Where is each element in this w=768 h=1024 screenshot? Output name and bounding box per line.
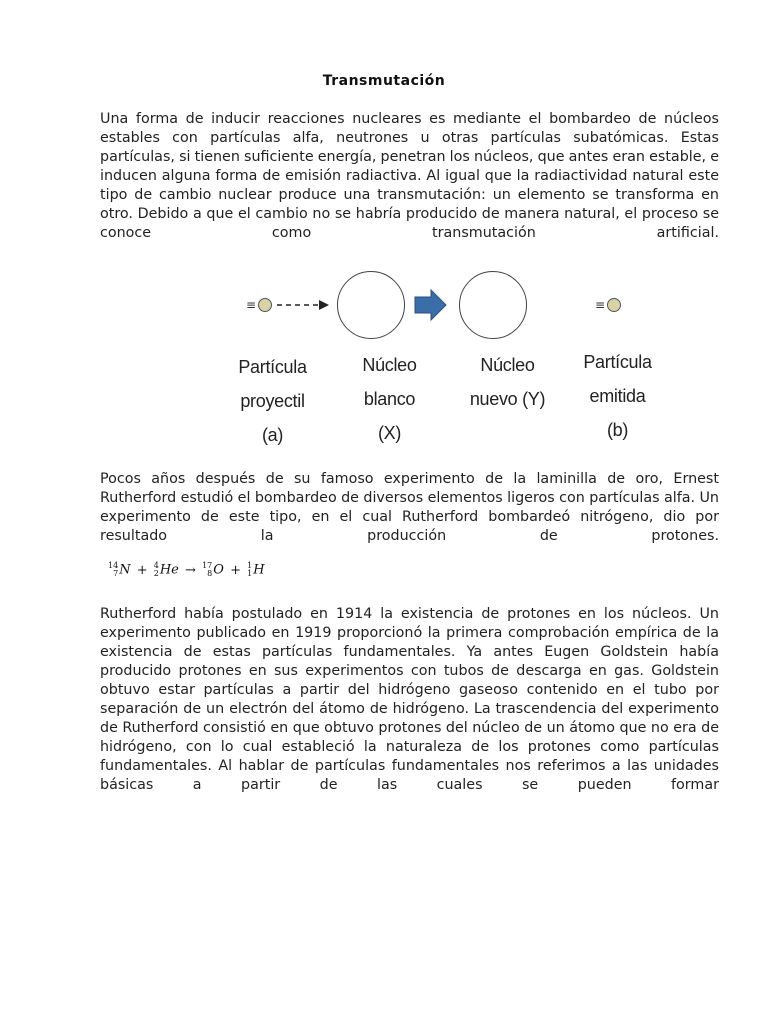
dashed-arrow-icon xyxy=(275,298,333,312)
label-line: Partícula xyxy=(583,352,652,372)
target-nucleus-circle xyxy=(337,271,405,339)
element-symbol: He xyxy=(159,562,179,578)
block-arrow-icon xyxy=(414,289,448,321)
paragraph-rutherford: Pocos años después de su famoso experimento de la laminilla de oro, Ernest Rutherford estudió el bombardeo de diversos elementos ligeros con partículas alfa. Un experimento de este tipo, en el cual Rutherford bombardeó nitrógeno, dio por resultado la producción de protones. xyxy=(100,471,719,544)
nuclear-equation xyxy=(108,562,265,578)
label-new-nucleus xyxy=(460,348,555,416)
element-symbol: O xyxy=(213,562,224,578)
reaction-arrow: → xyxy=(185,562,196,578)
label-line: proyectil xyxy=(240,391,305,411)
motion-lines-icon: ≡ xyxy=(246,298,257,312)
isotope-numbers: 17 8 xyxy=(202,561,213,578)
emitted-particle-icon xyxy=(607,298,621,312)
plus-sign: + xyxy=(136,562,148,578)
label-line: blanco xyxy=(363,389,416,409)
isotope-numbers: 4 2 xyxy=(153,561,159,578)
new-nucleus-circle xyxy=(459,271,527,339)
label-line: (b) xyxy=(606,420,629,440)
isotope-numbers: 14 7 xyxy=(108,561,119,578)
paragraph-intro: Una forma de inducir reacciones nucleares es mediante el bombardeo de núcleos estables con partículas alfa, neutrones u otras partículas subatómicas. Estas partículas, si tienen suficiente energía, penetran los núcleos, que antes eran estable, e inducen alguna forma de emisión radiactiva. Al igual que la radiactividad natural este tipo de cambio nuclear produce una transmutación: un elemento se transforma en otro. Debido a que el cambio no se habría producido de manera natural, el proceso se conoce como transmutación artificial. xyxy=(100,111,719,241)
label-line: Núcleo xyxy=(362,355,417,375)
label-line: (a) xyxy=(261,425,284,445)
label-line: Núcleo xyxy=(480,355,535,375)
label-line: (X) xyxy=(377,423,402,443)
paragraph-protons: Rutherford había postulado en 1914 la existencia de protones en los núcleos. Un experimento publicado en 1919 proporcionó la primera comprobación empírica de la existencia de estas partículas fundamentales. Ya antes Eugen Goldstein había producido protones en sus experimentos con tubos de descarga en gas. Goldstein obtuvo estar partículas a partir del hidrógeno gaseoso contenido en el tubo por separación de un electrón del átomo de hidrógeno. La trascendencia del experimento de Rutherford consistió en que obtuvo protones del núcleo de un átomo que no era de hidrógeno, con lo cual estableció la naturaleza de los protones como partículas fundamentales. Al hablar de partículas fundamentales nos referimos a las unidades básicas a partir de las cuales se pueden formar xyxy=(100,606,719,793)
label-line: emitida xyxy=(589,386,646,406)
label-projectile xyxy=(225,350,320,452)
label-line: Partícula xyxy=(238,357,307,377)
element-symbol: H xyxy=(253,562,265,578)
isotope-numbers: 1 1 xyxy=(247,561,253,578)
element-symbol: N xyxy=(119,562,131,578)
label-target xyxy=(342,348,437,450)
plus-sign: + xyxy=(230,562,241,578)
transmutation-diagram xyxy=(225,262,665,452)
motion-lines-icon: ≡ xyxy=(595,298,606,312)
document-title: Transmutación xyxy=(322,73,446,89)
label-line: nuevo (Y) xyxy=(469,389,546,409)
label-emitted xyxy=(570,345,665,447)
projectile-particle-icon xyxy=(258,298,272,312)
